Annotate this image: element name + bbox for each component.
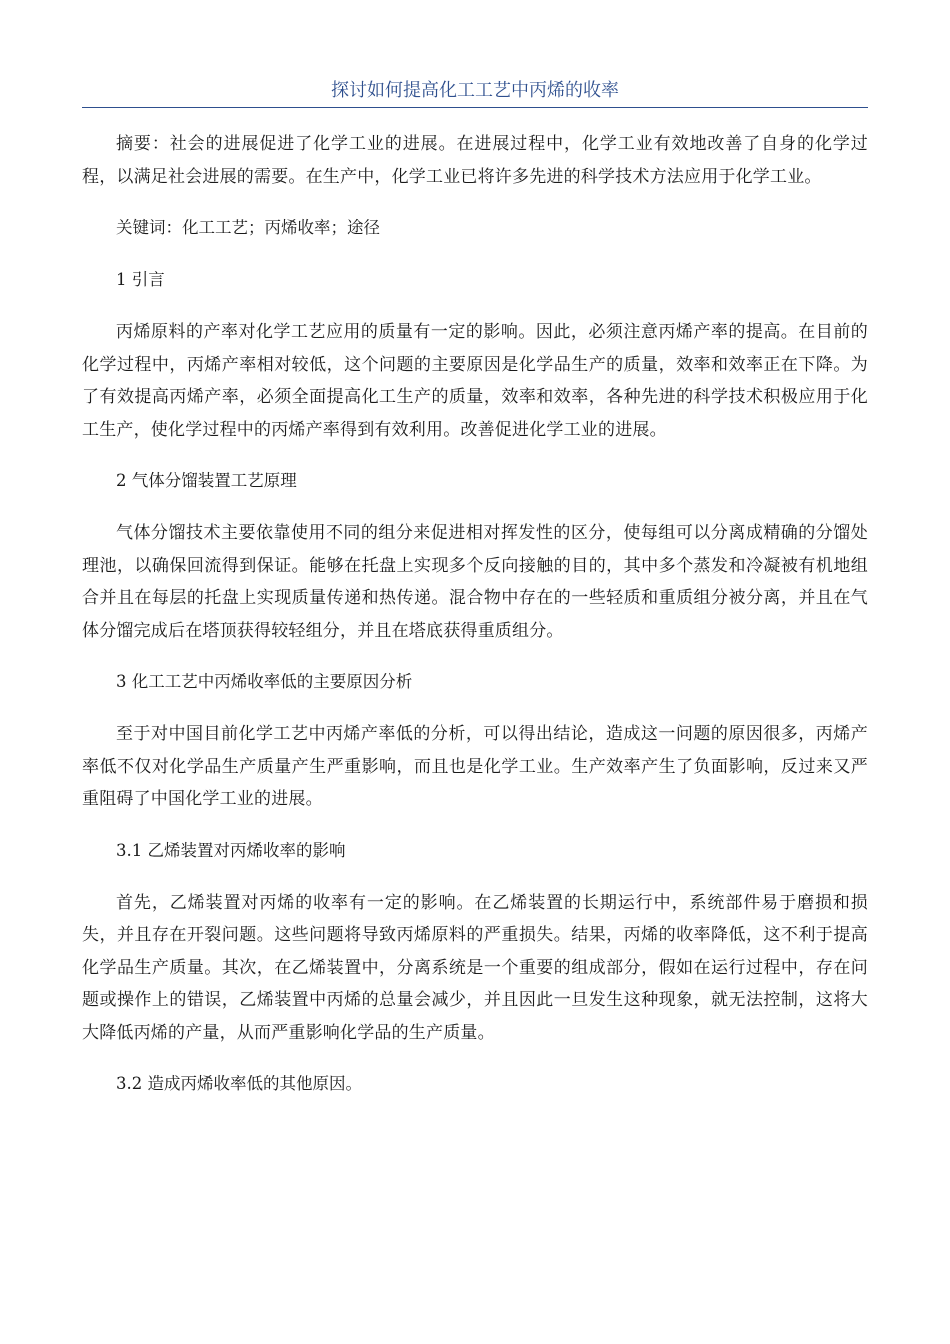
section-body-intro: 丙烯原料的产率对化学工艺应用的质量有一定的影响。因此，必须注意丙烯产率的提高。在目前的化学过程中，丙烯产率相对较低，这个问题的主要原因是化学品生产的质量，效率和效率正在下降。为了有效提高丙烯产率，必须全面提高化工生产的质量，效率和效率，各种先进的科学技术积极应用于化工生产，使化学过程中的丙烯产率得到有效利用。改善促进化学工业的进展。 (82, 322, 868, 440)
keywords-line: 关键词：化工工艺；丙烯收率；途径 (116, 218, 380, 237)
abstract-paragraph: 摘要：社会的进展促进了化学工业的进展。在进展过程中，化学工业有效地改善了自身的化学过程，以满足社会进展的需要。在生产中，化学工业已将许多先进的科学技术方法应用于化学工业。 (82, 134, 868, 187)
document-page (82, 78, 868, 1120)
document-title: 探讨如何提高化工工艺中丙烯的收率 (82, 78, 868, 108)
section-body-ethylene: 首先，乙烯装置对丙烯的收率有一定的影响。在乙烯装置的长期运行中，系统部件易于磨损和损失，并且存在开裂问题。这些问题将导致丙烯原料的严重损失。结果，丙烯的收率降低，这不利于提高化学品生产质量。其次，在乙烯装置中，分离系统是一个重要的组成部分，假如在运行过程中，存在问题或操作上的错误，乙烯装置中丙烯的总量会减少，并且因此一旦发生这种现象，就无法控制，这将大大降低丙烯的产量，从而严重影响化学品的生产质量。 (82, 892, 868, 1043)
section-heading-other-causes: 3.2 造成丙烯收率低的其他原因。 (116, 1074, 362, 1093)
section-heading-principle: 2 气体分馏装置工艺原理 (116, 471, 297, 490)
section-heading-intro: 1 引言 (116, 270, 165, 289)
section-heading-causes: 3 化工工艺中丙烯收率低的主要原因分析 (116, 672, 413, 691)
section-body-principle: 气体分馏技术主要依靠使用不同的组分来促进相对挥发性的区分，使每组可以分离成精确的分馏处理池，以确保回流得到保证。能够在托盘上实现多个反向接触的目的，其中多个蒸发和冷凝被有机地组合并且在每层的托盘上实现质量传递和热传递。混合物中存在的一些轻质和重质组分被分离，并且在气体分馏完成后在塔顶获得较轻组分，并且在塔底获得重质组分。 (82, 523, 868, 641)
section-body-causes: 至于对中国目前化学工艺中丙烯产率低的分析，可以得出结论，造成这一问题的原因很多，丙烯产率低不仅对化学品生产质量产生严重影响，而且也是化学工业。生产效率产生了负面影响，反过来又严重阻碍了中国化学工业的进展。 (82, 724, 868, 809)
section-heading-ethylene: 3.1 乙烯装置对丙烯收率的影响 (116, 840, 346, 860)
